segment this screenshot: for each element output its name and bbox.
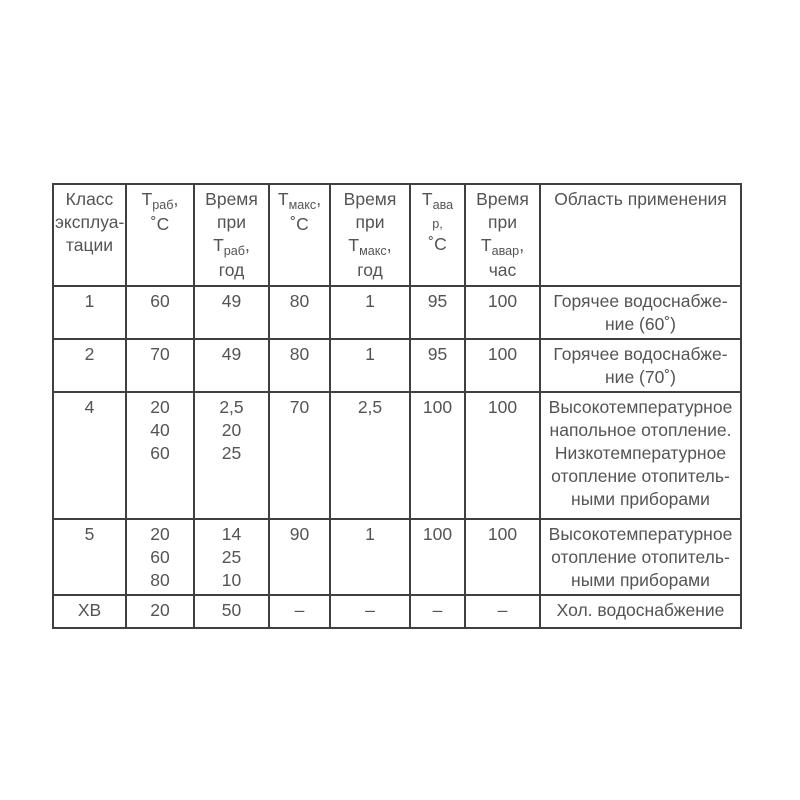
- cell-area: Хол. водоснабжение: [540, 595, 741, 628]
- cell-time-tmax: –: [330, 595, 410, 628]
- cell-trab: 70: [126, 339, 194, 392]
- cell-area: Горячее водоснабже- ние (60˚): [540, 286, 741, 339]
- cell-time-trab: 49: [194, 339, 269, 392]
- header-class: [53, 184, 126, 286]
- cell-tmax: 80: [269, 339, 330, 392]
- cell-time-tmax: 1: [330, 519, 410, 595]
- header-tmax-unit: ˚С: [290, 214, 309, 234]
- header-time-tmax: Время при $Т_{макс}$, год: [330, 184, 410, 286]
- header-tavar-symbol-wrap: р,: [432, 217, 443, 231]
- cell-time-tmax: 2,5: [330, 392, 410, 519]
- cell-class: 1: [53, 286, 126, 339]
- cell-time-trab: 50: [194, 595, 269, 628]
- table-row-class-2: [53, 339, 741, 392]
- cell-tmax: 90: [269, 519, 330, 595]
- table-row-class-xb: [53, 595, 741, 628]
- cell-class: ХВ: [53, 595, 126, 628]
- header-time-trab-symbol: $Т_{раб}$,: [213, 235, 250, 258]
- header-trab: [126, 184, 194, 286]
- header-row: [53, 184, 741, 286]
- header-class-line: эксплуа-: [55, 212, 125, 232]
- header-tmax-symbol: $Т_{макс}$,: [277, 189, 322, 212]
- cell-area: Высокотемпературное отопление отопитель- ными приборами: [540, 519, 741, 595]
- header-time-tavar: Время при $Т_{авар}$, час: [465, 184, 540, 286]
- cell-tavar: –: [410, 595, 465, 628]
- cell-trab: 60: [126, 286, 194, 339]
- header-trab-unit: ˚С: [150, 214, 170, 234]
- table-row-class-5: [53, 519, 741, 595]
- cell-trab: 20: [126, 595, 194, 628]
- cell-trab: 20 40 60: [126, 392, 194, 519]
- cell-time-trab: 14 25 10: [194, 519, 269, 595]
- cell-time-tavar: 100: [465, 339, 540, 392]
- cell-class: 2: [53, 339, 126, 392]
- header-class-line: тации: [65, 235, 114, 255]
- header-time-trab: Время при $Т_{раб}$, год: [194, 184, 269, 286]
- cell-class: 4: [53, 392, 126, 519]
- cell-area: Высокотемпературное напольное отопление. Низкотемпературное отопление отопитель- ными приборами: [540, 392, 741, 519]
- cell-tmax: 70: [269, 392, 330, 519]
- header-tmax: [269, 184, 330, 286]
- cell-trab: 20 60 80: [126, 519, 194, 595]
- cell-tavar: 95: [410, 286, 465, 339]
- operating-class-table: [52, 183, 742, 629]
- cell-area: Горячее водоснабже- ние (70˚): [540, 339, 741, 392]
- header-tavar-symbol: $Т_{ава}$: [421, 189, 454, 212]
- cell-time-trab: 2,5 20 25: [194, 392, 269, 519]
- header-class-line: Класс: [65, 189, 114, 209]
- cell-time-tmax: 1: [330, 339, 410, 392]
- cell-time-tavar: 100: [465, 519, 540, 595]
- cell-time-trab: 49: [194, 286, 269, 339]
- header-time-tavar-symbol: $Т_{авар}$,: [480, 235, 525, 258]
- header-area: Область применения: [540, 184, 741, 286]
- cell-time-tavar: 100: [465, 392, 540, 519]
- cell-tmax: –: [269, 595, 330, 628]
- cell-tmax: 80: [269, 286, 330, 339]
- header-tavar: [410, 184, 465, 286]
- cell-tavar: 95: [410, 339, 465, 392]
- cell-time-tavar: –: [465, 595, 540, 628]
- table-row-class-1: [53, 286, 741, 339]
- header-trab-symbol: $Т_{раб}$,: [141, 189, 179, 212]
- cell-time-tavar: 100: [465, 286, 540, 339]
- cell-time-tmax: 1: [330, 286, 410, 339]
- cell-tavar: 100: [410, 392, 465, 519]
- header-time-tmax-symbol: $Т_{макс}$,: [348, 235, 392, 258]
- cell-tavar: 100: [410, 519, 465, 595]
- table-row-class-4: [53, 392, 741, 519]
- header-tavar-unit: ˚С: [428, 234, 447, 254]
- cell-class: 5: [53, 519, 126, 595]
